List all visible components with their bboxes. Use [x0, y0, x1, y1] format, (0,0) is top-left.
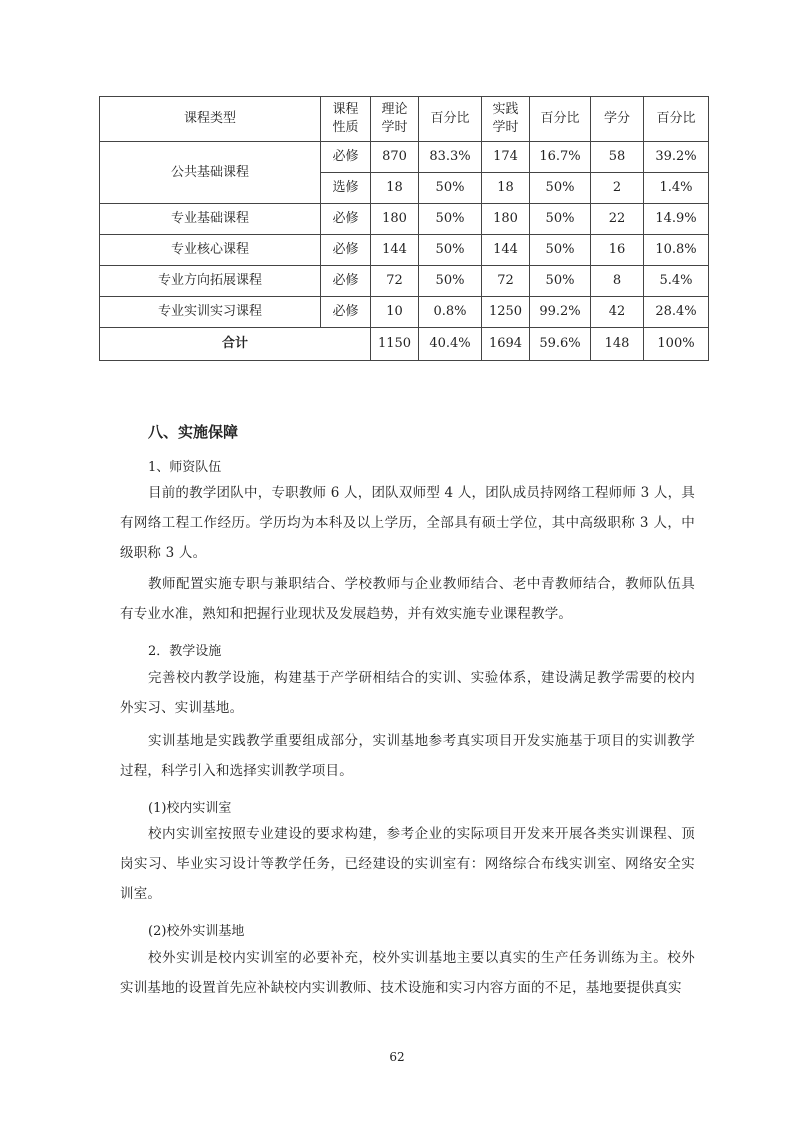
row-theory: 180 — [371, 204, 419, 235]
row-theory-pct: 83.3% — [419, 142, 482, 173]
row-theory: 72 — [371, 266, 419, 297]
row-practice-pct: 16.7% — [530, 142, 591, 173]
row-theory: 870 — [371, 142, 419, 173]
row-theory-pct: 0.8% — [419, 297, 482, 328]
row-theory: 10 — [371, 297, 419, 328]
row-course-type: 专业方向拓展课程 — [100, 266, 321, 297]
row-theory: 18 — [371, 173, 419, 204]
header-course-nature: 课程性质 — [321, 97, 371, 142]
row-practice-pct: 50% — [530, 204, 591, 235]
offsite-base-heading: (2)校外实训基地 — [148, 924, 245, 939]
row-credit-pct: 39.2% — [644, 142, 709, 173]
row-theory-pct: 50% — [419, 235, 482, 266]
row-nature: 必修 — [321, 204, 371, 235]
row-nature: 必修 — [321, 266, 371, 297]
total-practice: 1694 — [482, 328, 530, 361]
row-credit: 58 — [591, 142, 644, 173]
header-practice-pct: 百分比 — [530, 97, 591, 142]
header-credits: 学分 — [591, 97, 644, 142]
facilities-paragraph-1: 完善校内教学设施，构建基于产学研相结合的实训、实验体系，建设满足教学需要的校内外实习、实训基地。 — [120, 670, 695, 716]
row-practice-pct: 99.2% — [530, 297, 591, 328]
header-credit-pct: 百分比 — [644, 97, 709, 142]
table-row — [100, 142, 709, 173]
teachers-heading: 1、师资队伍 — [148, 460, 222, 475]
header-practice-hours: 实践学时 — [482, 97, 530, 142]
facilities-paragraph-2: 实训基地是实践教学重要组成部分，实训基地参考真实项目开发实施基于项目的实训教学过程，科学引入和选择实训教学项目。 — [120, 733, 695, 779]
table-header-row — [100, 97, 709, 142]
row-nature: 必修 — [321, 142, 371, 173]
total-theory: 1150 — [371, 328, 419, 361]
row-theory: 144 — [371, 235, 419, 266]
course-hours-table — [99, 96, 709, 361]
row-credit: 42 — [591, 297, 644, 328]
total-practice-pct: 59.6% — [530, 328, 591, 361]
table-row — [100, 204, 709, 235]
onsite-lab-heading: (1)校内实训室 — [148, 801, 232, 816]
teachers-paragraph-2: 教师配置实施专职与兼职结合、学校教师与企业教师结合、老中青教师结合，教师队伍具有专业水准，熟知和把握行业现状及发展趋势，并有效实施专业课程教学。 — [120, 576, 695, 622]
table-total-row — [100, 328, 709, 361]
offsite-base-paragraph: 校外实训是校内实训室的必要补充，校外实训基地主要以真实的生产任务训练为主。校外实训基地的设置首先应补缺校内实训教师、技术设施和实习内容方面的不足，基地要提供真实 — [120, 950, 695, 996]
header-course-type: 课程类型 — [100, 97, 321, 142]
row-credit: 16 — [591, 235, 644, 266]
row-theory-pct: 50% — [419, 266, 482, 297]
row-course-type: 公共基础课程 — [100, 142, 321, 204]
row-credit-pct: 28.4% — [644, 297, 709, 328]
table-row — [100, 297, 709, 328]
row-nature: 必修 — [321, 297, 371, 328]
row-practice: 1250 — [482, 297, 530, 328]
row-practice-pct: 50% — [530, 173, 591, 204]
header-theory-hours: 理论学时 — [371, 97, 419, 142]
facilities-heading: 2．教学设施 — [148, 644, 222, 659]
row-practice: 72 — [482, 266, 530, 297]
total-credit-pct: 100% — [644, 328, 709, 361]
row-credit: 22 — [591, 204, 644, 235]
row-credit: 2 — [591, 173, 644, 204]
row-course-type: 专业基础课程 — [100, 204, 321, 235]
row-course-type: 专业核心课程 — [100, 235, 321, 266]
row-practice-pct: 50% — [530, 266, 591, 297]
row-course-type: 专业实训实习课程 — [100, 297, 321, 328]
table-row — [100, 235, 709, 266]
row-practice: 180 — [482, 204, 530, 235]
section-heading: 八、实施保障 — [148, 423, 239, 441]
onsite-lab-paragraph: 校内实训室按照专业建设的要求构建，参考企业的实际项目开发来开展各类实训课程、顶岗实习、毕业实习设计等教学任务，已经建设的实训室有：网络综合布线实训室、网络安全实训室。 — [120, 826, 695, 902]
page-number: 62 — [389, 1050, 405, 1064]
table-row — [100, 266, 709, 297]
row-practice-pct: 50% — [530, 235, 591, 266]
total-credit: 148 — [591, 328, 644, 361]
row-practice: 18 — [482, 173, 530, 204]
row-credit-pct: 5.4% — [644, 266, 709, 297]
row-nature: 必修 — [321, 235, 371, 266]
total-theory-pct: 40.4% — [419, 328, 482, 361]
row-credit-pct: 1.4% — [644, 173, 709, 204]
row-nature: 选修 — [321, 173, 371, 204]
header-theory-pct: 百分比 — [419, 97, 482, 142]
row-practice: 144 — [482, 235, 530, 266]
row-credit: 8 — [591, 266, 644, 297]
total-label: 合计 — [100, 328, 371, 361]
row-practice: 174 — [482, 142, 530, 173]
row-credit-pct: 10.8% — [644, 235, 709, 266]
teachers-paragraph-1: 目前的教学团队中，专职教师 6 人，团队双师型 4 人，团队成员持网络工程师师 3 人，具有网络工程工作经历。学历均为本科及以上学历，全部具有硕士学位，其中高级职称 3 人，中级职称 3 人。 — [120, 485, 695, 561]
row-theory-pct: 50% — [419, 173, 482, 204]
row-credit-pct: 14.9% — [644, 204, 709, 235]
row-theory-pct: 50% — [419, 204, 482, 235]
